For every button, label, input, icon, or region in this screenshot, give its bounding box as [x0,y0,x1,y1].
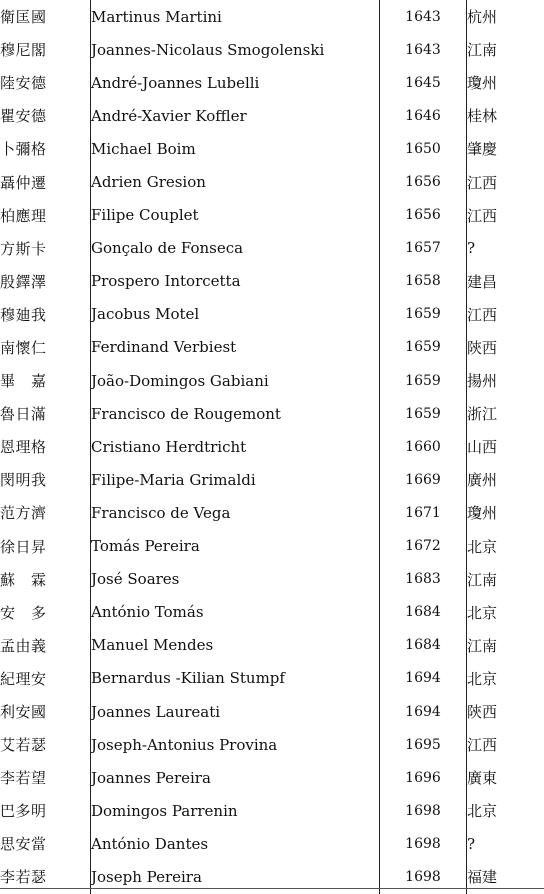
place-cell: 陝西 [467,695,544,728]
latin-name-cell: André-Joannes Lubelli [91,66,380,99]
table-row [0,530,544,563]
year-cell: 1643 [380,33,467,66]
year-cell: 1645 [380,66,467,99]
latin-name-cell: Joseph-Antonius Provina [91,728,380,761]
year-cell: 1656 [380,199,467,232]
place-cell: 浙江 [467,397,544,430]
chinese-name-cell: 利安國 [0,695,91,728]
place-cell: 江南 [467,629,544,662]
table-row [0,265,544,298]
table-row [0,132,544,165]
table-row [0,761,544,794]
place-cell: 桂林 [467,99,544,132]
table-row [0,66,544,99]
table-row [0,629,544,662]
table-row [0,165,544,198]
chinese-name-cell: 李若瑟 [0,860,91,893]
year-cell: 1698 [380,827,467,860]
table-row [0,463,544,496]
latin-name-cell: André-Xavier Koffler [91,99,380,132]
year-cell: 1671 [380,496,467,529]
chinese-name-cell: 閔明我 [0,463,91,496]
latin-name-cell: Domingos Parrenin [91,794,380,827]
year-cell: 1658 [380,265,467,298]
latin-name-cell: António Tomás [91,596,380,629]
chinese-name-cell: 陸安德 [0,66,91,99]
year-cell: 1695 [380,728,467,761]
year-cell: 1646 [380,99,467,132]
year-cell: 1672 [380,530,467,563]
latin-name-cell: Ferdinand Verbiest [91,331,380,364]
chinese-name-cell: 方斯卡 [0,232,91,265]
year-cell: 1659 [380,331,467,364]
chinese-name-cell: 畢 嘉 [0,364,91,397]
latin-name-cell: Jacobus Motel [91,298,380,331]
latin-name-cell: Filipe Couplet [91,199,380,232]
year-cell: 1659 [380,364,467,397]
table-row [0,596,544,629]
place-cell: 廣州 [467,463,544,496]
table-row [0,695,544,728]
place-cell: 北京 [467,530,544,563]
year-cell: 1696 [380,761,467,794]
latin-name-cell: José Soares [91,563,380,596]
table-row [0,0,544,33]
table-row [0,728,544,761]
chinese-name-cell: 穆尼閣 [0,33,91,66]
place-cell: 肇慶 [467,132,544,165]
year-cell: 1698 [380,794,467,827]
chinese-name-cell: 卜彌格 [0,132,91,165]
table-row [0,99,544,132]
place-cell: 建昌 [467,265,544,298]
place-cell: 北京 [467,794,544,827]
table-row [0,827,544,860]
chinese-name-cell: 恩理格 [0,430,91,463]
chinese-name-cell: 柏應理 [0,199,91,232]
latin-name-cell: Joseph Pereira [91,860,380,893]
table-row [0,232,544,265]
year-cell: 1684 [380,629,467,662]
chinese-name-cell: 巴多明 [0,794,91,827]
table-row [0,430,544,463]
latin-name-cell: Bernardus -Kilian Stumpf [91,662,380,695]
year-cell: 1698 [380,860,467,893]
table-row [0,33,544,66]
place-cell: 北京 [467,662,544,695]
latin-name-cell: António Dantes [91,827,380,860]
latin-name-cell: João-Domingos Gabiani [91,364,380,397]
chinese-name-cell: 衛匡國 [0,0,91,33]
latin-name-cell: Martinus Martini [91,0,380,33]
latin-name-cell: Francisco de Rougemont [91,397,380,430]
chinese-name-cell: 魯日滿 [0,397,91,430]
chinese-name-cell: 艾若瑟 [0,728,91,761]
table-row [0,496,544,529]
year-cell: 1694 [380,662,467,695]
latin-name-cell: Manuel Mendes [91,629,380,662]
latin-name-cell: Francisco de Vega [91,496,380,529]
year-cell: 1694 [380,695,467,728]
chinese-name-cell: 思安當 [0,827,91,860]
table-row [0,794,544,827]
latin-name-cell: Gonçalo de Fonseca [91,232,380,265]
place-cell: 福建 [467,860,544,893]
latin-name-cell: Adrien Gresion [91,165,380,198]
table-row [0,563,544,596]
year-cell: 1650 [380,132,467,165]
latin-name-cell: Tomás Pereira [91,530,380,563]
year-cell: 1659 [380,397,467,430]
table-row [0,397,544,430]
place-cell: 江西 [467,298,544,331]
place-cell: 江南 [467,563,544,596]
year-cell: 1659 [380,298,467,331]
place-cell: 江西 [467,165,544,198]
chinese-name-cell: 范方濟 [0,496,91,529]
place-cell: 杭州 [467,0,544,33]
place-cell: 江西 [467,728,544,761]
year-cell: 1683 [380,563,467,596]
place-cell: 揚州 [467,364,544,397]
table-row [0,298,544,331]
chinese-name-cell: 穆廸我 [0,298,91,331]
place-cell: 江西 [467,199,544,232]
chinese-name-cell: 瞿安德 [0,99,91,132]
place-cell: 陝西 [467,331,544,364]
chinese-name-cell: 聶仲遷 [0,165,91,198]
place-cell: ? [467,232,544,265]
place-cell: 江南 [467,33,544,66]
latin-name-cell: Prospero Intorcetta [91,265,380,298]
place-cell: 山西 [467,430,544,463]
place-cell: 瓊州 [467,496,544,529]
latin-name-cell: Filipe-Maria Grimaldi [91,463,380,496]
year-cell: 1669 [380,463,467,496]
latin-name-cell: Joannes Laureati [91,695,380,728]
year-cell: 1660 [380,430,467,463]
bottom-rule [0,888,544,889]
table-row [0,199,544,232]
table-row [0,662,544,695]
place-cell: 瓊州 [467,66,544,99]
latin-name-cell: Michael Boim [91,132,380,165]
year-cell: 1657 [380,232,467,265]
table-row [0,364,544,397]
chinese-name-cell: 紀理安 [0,662,91,695]
chinese-name-cell: 南懷仁 [0,331,91,364]
year-cell: 1656 [380,165,467,198]
year-cell: 1684 [380,596,467,629]
table-row [0,331,544,364]
chinese-name-cell: 殷鐸澤 [0,265,91,298]
latin-name-cell: Joannes Pereira [91,761,380,794]
chinese-name-cell: 孟由義 [0,629,91,662]
latin-name-cell: Cristiano Herdtricht [91,430,380,463]
place-cell: 北京 [467,596,544,629]
latin-name-cell: Joannes-Nicolaus Smogolenski [91,33,380,66]
chinese-name-cell: 李若望 [0,761,91,794]
year-cell: 1643 [380,0,467,33]
chinese-name-cell: 蘇 霖 [0,563,91,596]
place-cell: 廣東 [467,761,544,794]
chinese-name-cell: 安 多 [0,596,91,629]
chinese-name-cell: 徐日昇 [0,530,91,563]
place-cell: ? [467,827,544,860]
